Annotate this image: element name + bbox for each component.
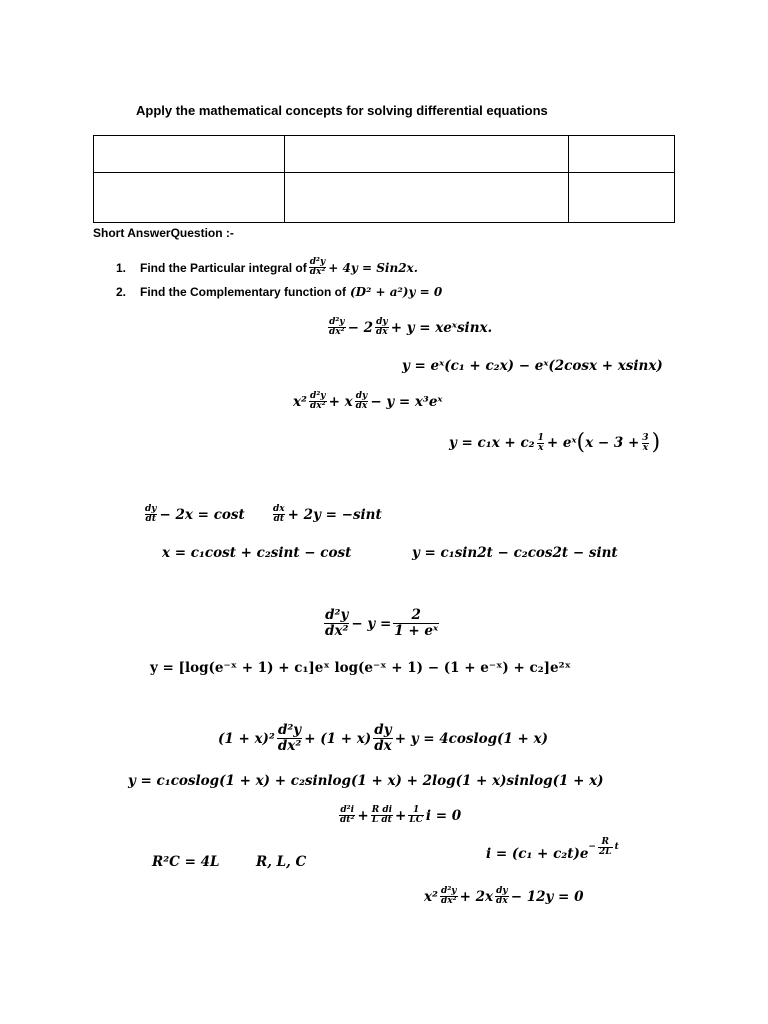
solution-text: x − 3 + <box>585 435 640 451</box>
table-cell <box>285 173 569 223</box>
equation-3a: dy dt − 2x = cost <box>145 504 245 524</box>
solution-text: i = (c₁ + c₂t)e <box>486 846 589 862</box>
equation-7: x² d²y dx² + 2x dy dx − 12y = 0 <box>424 886 584 906</box>
equation-text: − 12y = 0 <box>510 888 584 905</box>
equation-3b: dx dt + 2y = −sint <box>273 504 382 524</box>
question-2 <box>116 285 442 299</box>
equation-text: + y = 4coslog(1 + x) <box>394 730 548 747</box>
table-cell <box>569 173 675 223</box>
solution-text: y = c₁x + c₂ <box>449 435 535 451</box>
header-info-table <box>93 135 675 223</box>
rlc-label: R, L, C <box>256 854 307 870</box>
solution-1: y = eˣ(c₁ + c₂x) − eˣ(2cosx + xsinx) <box>402 358 663 374</box>
question-expression: + 4y = Sin2x. <box>328 260 418 275</box>
solution-3y: y = c₁sin2t − c₂cos2t − sint <box>412 545 618 561</box>
equation-text: x² <box>424 888 438 905</box>
equation-6: d²i dt² + $\frac{\text{R di}}{\text{L dt}}$ + $\frac{1}{LC}$ i = 0 <box>340 805 462 825</box>
equation-text: + y = xeˣsinx. <box>390 319 493 336</box>
equation-text: (1 + x)² <box>218 730 275 747</box>
table-cell <box>285 136 569 173</box>
equation-4: d²y dx² − y = $\frac{2}{\text{1 + eˣ}}$ <box>325 607 439 639</box>
solution-2: y = c₁x + c₂ 1 x + eˣ ( x − 3 + $\frac{3}{x}$ ) <box>449 430 661 455</box>
table-cell <box>569 136 675 173</box>
table-row <box>94 173 675 223</box>
solution-text: + eˣ <box>546 435 577 451</box>
equation-1: d²y dx² − 2 dy dx + y = xeˣsinx. <box>329 317 493 337</box>
question-text: Find the Complementary function of <box>140 285 346 299</box>
question-expression: (D² + a²)y = 0 <box>350 285 443 299</box>
equation-5: (1 + x)² d²y dx² + (1 + x) dy dx + y = 4coslog(1 + x) <box>218 722 548 754</box>
equation-text: − 2x = cost <box>159 506 245 523</box>
question-number: 2. <box>116 285 127 299</box>
equation-text: i = 0 <box>425 807 462 824</box>
table-row <box>94 136 675 173</box>
equation-text: + 2y = −sint <box>287 506 382 523</box>
condition: R²C = 4L <box>152 854 220 870</box>
table-cell <box>94 136 285 173</box>
question-1 <box>116 258 418 277</box>
section-heading: Short AnswerQuestion :- <box>93 226 234 240</box>
equation-text: + 2x <box>459 888 494 905</box>
equation-text: − y = <box>351 615 392 632</box>
fraction-d2y-dx2: d²y dx² <box>309 257 326 277</box>
solution-6: i = (c₁ + c₂t)e − R 2L t <box>486 836 619 862</box>
table-cell <box>94 173 285 223</box>
question-text: Find the Particular integral of <box>140 260 307 275</box>
question-number: 1. <box>116 260 127 275</box>
equation-text: + (1 + x) <box>304 730 372 747</box>
solution-4: y = [log(e⁻ˣ + 1) + c₁]eˣ log(e⁻ˣ + 1) − (1 + e⁻ˣ) + c₂]e²ˣ <box>150 660 571 676</box>
page-title: Apply the mathematical concepts for solving differential equations <box>136 103 548 118</box>
solution-3x: x = c₁cost + c₂sint − cost <box>162 545 352 561</box>
solution-5: y = c₁coslog(1 + x) + c₂sinlog(1 + x) + 2log(1 + x)sinlog(1 + x) <box>128 773 604 789</box>
equation-2: x² d²y dx² + x dy dx − y = x³eˣ <box>293 391 443 411</box>
equation-text: − y = x³eˣ <box>370 393 443 410</box>
